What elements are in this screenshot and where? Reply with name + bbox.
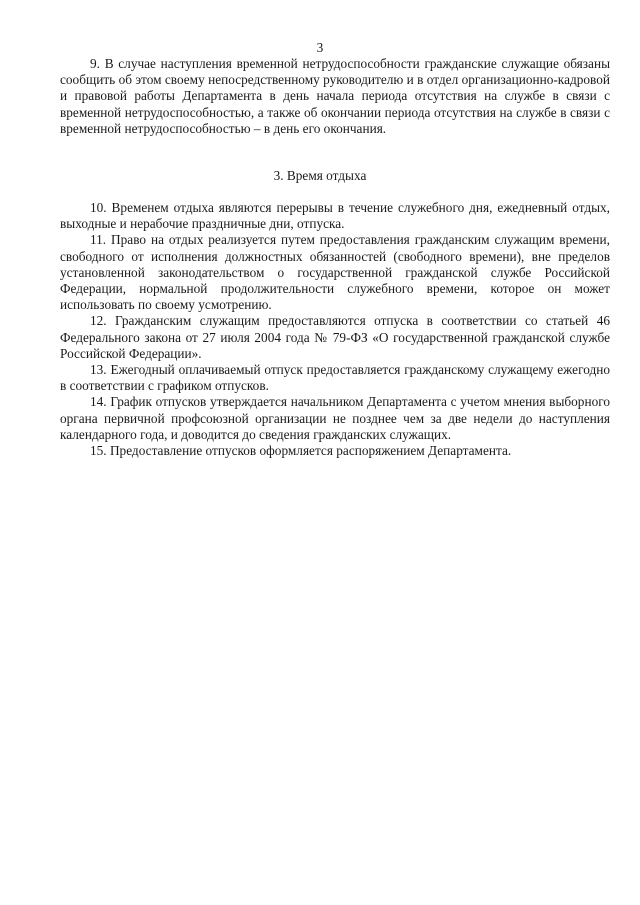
paragraph-15: 15. Предоставление отпусков оформляется распоряжением Департамента. bbox=[90, 443, 512, 459]
section-3-body bbox=[60, 200, 610, 459]
paragraph-9: 9. В случае наступления временной нетрудоспособности гражданские служащие обязаны сообщить об этом своему непосредственному руководителю и в отдел организационно-кадровой и правовой работы Департамента в день начала периода отсутствия на службе в связи с временной нетрудоспособностью, а также об окончании периода отсутствия на службе в связи с временной нетрудоспособностью – в день его окончания. bbox=[60, 56, 610, 136]
paragraph-12: 12. Гражданским служащим предоставляются отпуска в соответствии со статьей 46 Федерального закона от 27 июля 2004 года № 79-ФЗ «О государственной гражданской службе Российской Федерации». bbox=[60, 313, 610, 361]
paragraph-14: 14. График отпусков утверждается начальником Департамента с учетом мнения выборного органа первичной профсоюзной организации не позднее чем за две недели до наступления календарного года, и доводится до сведения гражданских служащих. bbox=[60, 394, 610, 442]
section-2-continuation bbox=[60, 56, 610, 137]
section-heading-rest-time: 3. Время отдыха bbox=[273, 168, 367, 183]
page-number: 3 bbox=[316, 40, 324, 55]
paragraph-11: 11. Право на отдых реализуется путем предоставления гражданским служащим времени, свободного от исполнения должностных обязанностей (свободного времени), вне пределов установленной законодательством о государственной гражданской службе Российской Федерации, нормальной продолжительности служебного времени, которое он может использовать по своему усмотрению. bbox=[60, 232, 610, 313]
paragraph-13: 13. Ежегодный оплачиваемый отпуск предоставляется гражданскому служащему ежегодно в соответствии с графиком отпусков. bbox=[60, 362, 610, 394]
paragraph-10: 10. Временем отдыха являются перерывы в течение служебного дня, ежедневный отдых, выходные и нерабочие праздничные дни, отпуска. bbox=[60, 200, 610, 232]
